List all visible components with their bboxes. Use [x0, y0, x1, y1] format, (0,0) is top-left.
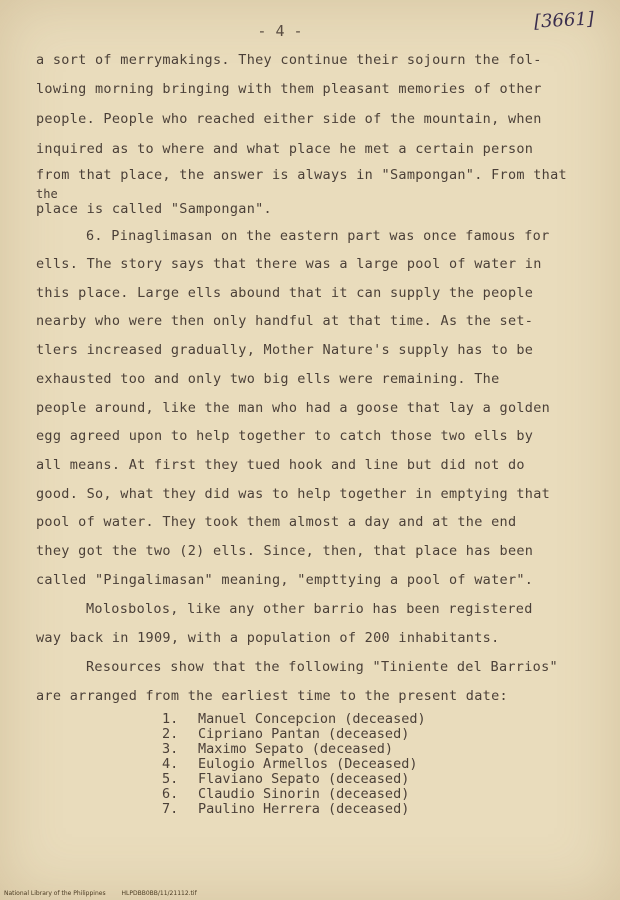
list-name: Manuel Concepcion (deceased)	[198, 711, 426, 727]
list-number: 1.	[162, 711, 179, 727]
text-line: a sort of merrymakings. They continue their sojourn the fol-	[36, 52, 542, 68]
text-line: lowing morning bringing with them pleasant memories of other	[36, 81, 542, 97]
text-line: people. People who reached either side of the mountain, when	[36, 111, 542, 127]
text-line: all means. At first they tued hook and line but did not do	[36, 457, 525, 473]
list-item	[162, 712, 426, 727]
list-name: Flaviano Sepato (deceased)	[198, 771, 410, 787]
scan-footer	[4, 890, 211, 897]
text-line: from that place, the answer is always in "Sampongan". From that	[36, 167, 567, 183]
text-line: ells. The story says that there was a large pool of water in	[36, 256, 542, 272]
list-number: 2.	[162, 726, 179, 742]
text-line-insert: the	[36, 187, 58, 201]
list-name: Claudio Sinorin (deceased)	[198, 786, 410, 802]
library-name: National Library of the Philippines	[4, 890, 106, 897]
text-line: Resources show that the following "Tiniente del Barrios"	[86, 659, 558, 675]
file-id: HLPDBB0BB/11/21112.tif	[121, 890, 197, 897]
text-line: people around, like the man who had a goose that lay a golden	[36, 400, 551, 416]
list-item	[162, 772, 426, 787]
text-line: this place. Large ells abound that it can supply the people	[36, 285, 534, 301]
list-number: 3.	[162, 741, 179, 757]
list-number: 6.	[162, 786, 179, 802]
text-line: nearby who were then only handful at that time. As the set-	[36, 313, 534, 329]
text-line: tlers increased gradually, Mother Nature's supply has to be	[36, 342, 534, 358]
text-line: pool of water. They took them almost a day and at the end	[36, 514, 517, 530]
text-line: egg agreed upon to help together to catch those two ells by	[36, 428, 534, 444]
text-line: way back in 1909, with a population of 200 inhabitants.	[36, 630, 500, 646]
text-line: they got the two (2) ells. Since, then, that place has been	[36, 543, 534, 559]
list-item	[162, 787, 426, 802]
text-line: inquired as to where and what place he met a certain person	[36, 141, 534, 157]
text-line: place is called "Sampongan".	[36, 201, 272, 217]
text-line: good. So, what they did was to help together in emptying that	[36, 486, 551, 502]
text-line: Molosbolos, like any other barrio has been registered	[86, 601, 533, 617]
list-name: Maximo Sepato (deceased)	[198, 741, 394, 757]
list-number: 4.	[162, 756, 179, 772]
teniente-list	[162, 712, 426, 817]
list-name: Cipriano Pantan (deceased)	[198, 726, 410, 742]
list-item	[162, 742, 426, 757]
list-number: 5.	[162, 771, 179, 787]
page-number: - 4 -	[257, 22, 303, 40]
list-name: Paulino Herrera (deceased)	[198, 801, 410, 817]
text-line: exhausted too and only two big ells were remaining. The	[36, 371, 500, 387]
archive-code: [3661]	[533, 8, 595, 33]
list-number: 7.	[162, 801, 179, 817]
list-item	[162, 757, 426, 772]
list-item	[162, 727, 426, 742]
text-line: called "Pingalimasan" meaning, "empttying a pool of water".	[36, 572, 534, 588]
text-line: 6. Pinaglimasan on the eastern part was once famous for	[86, 228, 550, 244]
list-item	[162, 802, 426, 817]
list-name: Eulogio Armellos (Deceased)	[198, 756, 418, 772]
text-line: are arranged from the earliest time to the present date:	[36, 688, 508, 704]
